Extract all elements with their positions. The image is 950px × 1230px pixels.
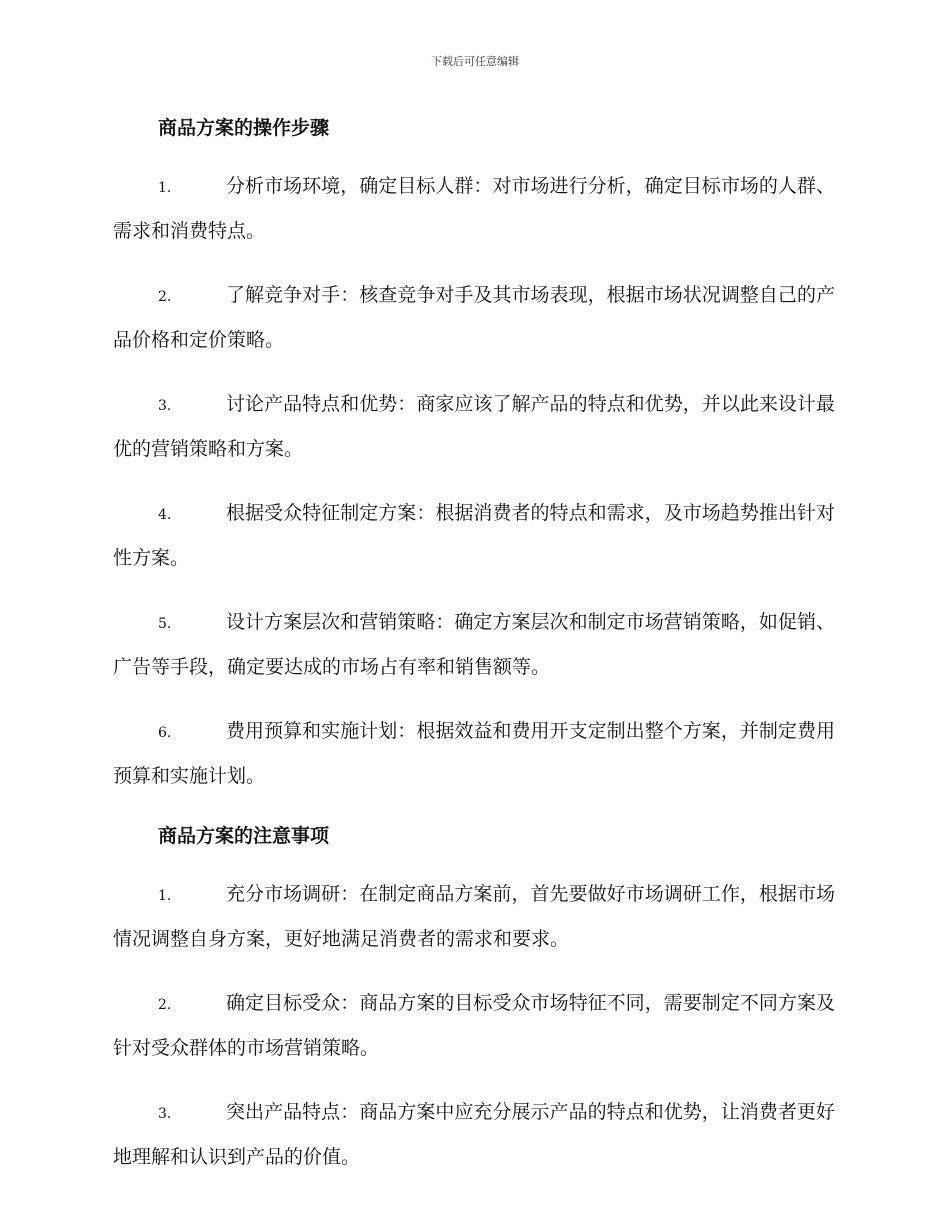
list-item: [113, 710, 835, 798]
item-text: 充分市场调研：在制定商品方案前，首先要做好市场调研工作，根据市场情况调整自身方案，更好地满足消费者的需求和要求。: [113, 883, 835, 950]
item-text: 设计方案层次和营销策略：确定方案层次和制定市场营销策略，如促销、广告等手段，确定要达成的市场占有率和销售额等。: [113, 611, 835, 678]
list-item: [113, 982, 835, 1070]
list-item: [113, 601, 835, 689]
item-text: 了解竞争对手：核查竞争对手及其市场表现，根据市场状况调整自己的产品价格和定价策略。: [113, 284, 835, 351]
item-number: 3.: [158, 398, 172, 414]
item-number: 4.: [158, 507, 172, 523]
item-text: 突出产品特点：商品方案中应充分展示产品的特点和优势，让消费者更好地理解和认识到产品的价值。: [113, 1101, 835, 1168]
item-number: 2.: [158, 997, 172, 1013]
item-number: 2.: [158, 289, 172, 305]
item-number: 6.: [158, 725, 172, 741]
header-note: 下载后可任意编辑: [431, 55, 519, 68]
item-text: 费用预算和实施计划：根据效益和费用开支定制出整个方案，并制定费用预算和实施计划。: [113, 720, 835, 787]
section-title-operation-steps: 商品方案的操作步骤: [158, 117, 330, 139]
item-number: 3.: [158, 1106, 172, 1122]
section-title-precautions: 商品方案的注意事项: [158, 825, 330, 847]
list-item: [113, 383, 835, 471]
list-item: [113, 274, 835, 362]
list-item: [113, 1091, 835, 1179]
item-text: 确定目标受众：商品方案的目标受众市场特征不同，需要制定不同方案及针对受众群体的市场营销策略。: [113, 992, 835, 1059]
operation-steps-list: [113, 165, 835, 798]
item-text: 根据受众特征制定方案：根据消费者的特点和需求，及市场趋势推出针对性方案。: [113, 502, 835, 569]
item-number: 1.: [158, 888, 172, 904]
item-number: 5.: [158, 616, 172, 632]
item-text: 分析市场环境，确定目标人群：对市场进行分析，确定目标市场的人群、需求和消费特点。: [113, 175, 835, 242]
precautions-list: [113, 873, 835, 1179]
document-body: [113, 112, 835, 1179]
list-item: [113, 492, 835, 580]
item-number: 1.: [158, 180, 172, 196]
list-item: [113, 873, 835, 961]
item-text: 讨论产品特点和优势：商家应该了解产品的特点和优势，并以此来设计最优的营销策略和方案。: [113, 393, 835, 460]
list-item: [113, 165, 835, 253]
